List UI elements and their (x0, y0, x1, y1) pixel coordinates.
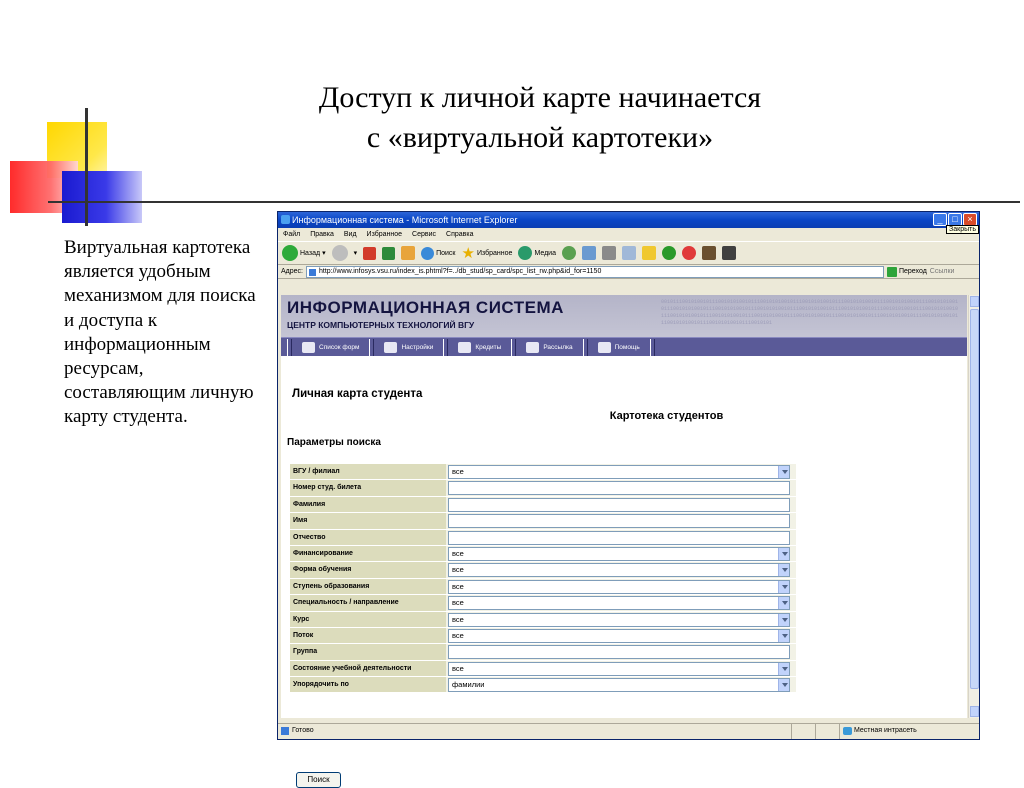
mailing-icon (526, 342, 539, 353)
dropdown-arrow-icon[interactable] (778, 663, 789, 675)
dropdown-arrow-icon[interactable] (778, 466, 789, 478)
go-arrow-icon (887, 267, 897, 277)
form-select[interactable] (448, 580, 790, 594)
form-label: Финансирование (290, 546, 446, 561)
submit-search-button[interactable]: Поиск (296, 772, 341, 788)
search-form (290, 464, 796, 693)
site-title: ИНФОРМАЦИОННАЯ СИСТЕМА (287, 298, 564, 317)
nav-label: Кредиты (475, 343, 502, 351)
scroll-down-icon[interactable] (970, 706, 979, 717)
decor-blue-square (62, 171, 142, 223)
menu-bar (278, 228, 979, 241)
form-row (290, 513, 796, 529)
form-row (290, 661, 796, 677)
form-label: Состояние учебной деятельности (290, 661, 446, 676)
form-value: все (452, 467, 464, 476)
form-label: Номер студ. билета (290, 480, 446, 495)
favorites-button[interactable] (462, 244, 513, 262)
form-input[interactable] (448, 531, 790, 545)
back-button[interactable]: Назад ▾ (282, 245, 326, 261)
slide-title-line2: с «виртуальной картотеки» (366, 121, 714, 154)
form-value: все (452, 548, 464, 558)
icq-icon[interactable] (662, 246, 676, 260)
credits-icon (458, 342, 471, 353)
form-select[interactable] (448, 465, 790, 479)
close-tooltip: Закрыть (946, 225, 979, 234)
forms-icon (302, 342, 315, 353)
dropdown-arrow-icon[interactable] (778, 564, 789, 576)
form-value: все (452, 663, 464, 673)
site-nav (281, 337, 967, 356)
stop-icon[interactable] (363, 247, 376, 260)
dropdown-arrow-icon[interactable] (778, 630, 789, 642)
star-icon: ★ (461, 245, 475, 262)
menu-tools[interactable]: Сервис (412, 231, 437, 238)
settings-icon (384, 342, 397, 353)
form-row (290, 579, 796, 595)
go-label: Переход (898, 268, 927, 275)
form-value: все (452, 565, 464, 575)
vertical-scrollbar[interactable] (968, 295, 979, 718)
form-row (290, 562, 796, 578)
form-row (290, 595, 796, 611)
menu-help[interactable]: Справка (446, 231, 474, 238)
form-label: Специальность / направление (290, 595, 446, 610)
form-row (290, 644, 796, 660)
go-button[interactable] (887, 267, 927, 277)
slide-title (150, 78, 930, 158)
form-label: Форма обучения (290, 562, 446, 577)
nav-label: Настройки (401, 343, 434, 351)
form-select[interactable] (448, 678, 790, 692)
mail-icon[interactable] (582, 246, 596, 260)
form-value: все (452, 630, 464, 640)
form-row (290, 480, 796, 496)
history-icon[interactable] (562, 246, 576, 260)
form-row (290, 464, 796, 480)
status-text: Готово (278, 724, 791, 739)
form-label: Курс (290, 612, 446, 627)
back-arrow-icon (282, 245, 298, 261)
form-select[interactable] (448, 596, 790, 610)
card-subtitle: Картотека студентов (609, 410, 724, 422)
maximize-button[interactable]: □ (948, 213, 962, 226)
dropdown-arrow-icon[interactable] (778, 679, 789, 691)
media-button[interactable] (518, 246, 556, 260)
nav-forms-list[interactable] (298, 342, 363, 353)
form-select[interactable] (448, 547, 790, 561)
form-value: все (452, 598, 464, 608)
home-icon[interactable] (401, 246, 415, 260)
refresh-icon[interactable] (382, 247, 395, 260)
card-title: Личная карта студента (292, 388, 423, 400)
nav-label: Список форм (319, 343, 360, 351)
form-row (290, 612, 796, 628)
dropdown-arrow-icon[interactable] (778, 597, 789, 609)
form-input[interactable] (448, 481, 790, 495)
toolbar: Назад ▾ ▾ Поиск ★ Избранное Медиа (278, 241, 979, 265)
scroll-up-icon[interactable] (970, 296, 979, 307)
address-label: Адрес: (281, 268, 303, 275)
close-button[interactable]: × (963, 213, 977, 226)
form-select[interactable] (448, 563, 790, 577)
form-row (290, 546, 796, 562)
help-icon (598, 342, 611, 353)
form-label: Имя (290, 513, 446, 528)
at-sign-icon[interactable] (682, 246, 696, 260)
menu-edit[interactable]: Правка (310, 231, 334, 238)
back-label: Назад (300, 249, 321, 257)
research-icon[interactable] (702, 246, 716, 260)
form-value: все (452, 581, 464, 591)
site-banner (281, 295, 967, 337)
form-value: фамилии (452, 680, 485, 690)
form-label: Фамилия (290, 497, 446, 512)
dropdown-arrow-icon[interactable] (778, 614, 789, 626)
magnifier-icon (421, 247, 434, 260)
form-row (290, 530, 796, 546)
decor-horizontal-line (48, 201, 1020, 203)
window-titlebar (278, 212, 979, 228)
form-row (290, 628, 796, 644)
favorites-label: Избранное (476, 249, 513, 257)
form-label: Группа (290, 644, 446, 659)
nav-credits[interactable] (454, 342, 505, 353)
banner-binary-pattern: 0010111001010010111001010100101110010101001011100101010010111001010100101110010101001011100101010010111001010100101110010101001011100101010010111001010100101110010101001011100101010010111001010100101110010101001011100101010010111001010100101110010101001011100101010010111001010100101110010101001011100101010010111001010100101110010101 (661, 299, 959, 326)
scroll-thumb[interactable] (970, 309, 979, 689)
slide-title-line1: Доступ к личной карте начинается (318, 81, 762, 114)
nav-help[interactable] (594, 342, 644, 353)
form-row (290, 677, 796, 693)
form-label: Упорядочить по (290, 677, 446, 692)
form-input[interactable] (448, 498, 790, 512)
nav-settings[interactable] (380, 342, 437, 353)
decor-vertical-line (85, 108, 88, 226)
address-bar (278, 265, 979, 279)
media-icon (518, 246, 532, 260)
print-icon[interactable] (602, 246, 616, 260)
nav-label: Помощь (614, 343, 640, 351)
form-select[interactable] (448, 662, 790, 676)
search-params-title: Параметры поиска (287, 437, 381, 448)
folder-icon[interactable] (642, 246, 656, 260)
menu-view[interactable]: Вид (343, 231, 357, 238)
edit-icon[interactable] (622, 246, 636, 260)
window-title: Информационная система - Microsoft Internet Explorer (292, 215, 518, 225)
minimize-button[interactable]: _ (933, 213, 947, 226)
form-value: все (452, 614, 464, 624)
form-select[interactable] (448, 629, 790, 643)
nav-mailing[interactable] (522, 342, 576, 353)
menu-favorites[interactable]: Избранное (366, 231, 403, 238)
media-label: Медиа (534, 249, 556, 257)
form-row (290, 497, 796, 513)
site-subtitle: ЦЕНТР КОМПЬЮТЕРНЫХ ТЕХНОЛОГИЙ ВГУ (287, 320, 475, 330)
form-input[interactable] (448, 645, 790, 659)
search-button[interactable] (421, 247, 455, 260)
menu-file[interactable]: Файл (283, 231, 301, 238)
form-input[interactable] (448, 514, 790, 528)
slide-body-text: Виртуальная картотека является удобным механизмом для поиска и доступа к информационным ресурсам, составляющим личную карту студента. (64, 237, 256, 428)
form-label: Поток (290, 628, 446, 643)
form-label: ВГУ / филиал (290, 464, 446, 479)
form-label: Ступень образования (290, 579, 446, 594)
form-label: Отчество (290, 530, 446, 545)
dropdown-arrow-icon[interactable] (778, 581, 789, 593)
browser-window (277, 211, 980, 784)
dropdown-arrow-icon[interactable] (778, 548, 789, 560)
messenger-icon[interactable] (722, 246, 736, 260)
status-zone: Местная интрасеть (839, 724, 979, 739)
address-input[interactable]: http://www.infosys.vsu.ru/index_is.phtml?f=../db_stud/sp_card/spc_list_rw.php&id_for=1150 (306, 266, 884, 278)
nav-label: Рассылка (543, 343, 573, 351)
search-label: Поиск (436, 249, 456, 257)
forward-arrow-icon[interactable] (332, 245, 348, 261)
form-select[interactable] (448, 613, 790, 627)
status-bar (278, 723, 979, 739)
ie-logo-icon (281, 215, 290, 224)
links-button[interactable]: Ссылки (929, 268, 955, 275)
